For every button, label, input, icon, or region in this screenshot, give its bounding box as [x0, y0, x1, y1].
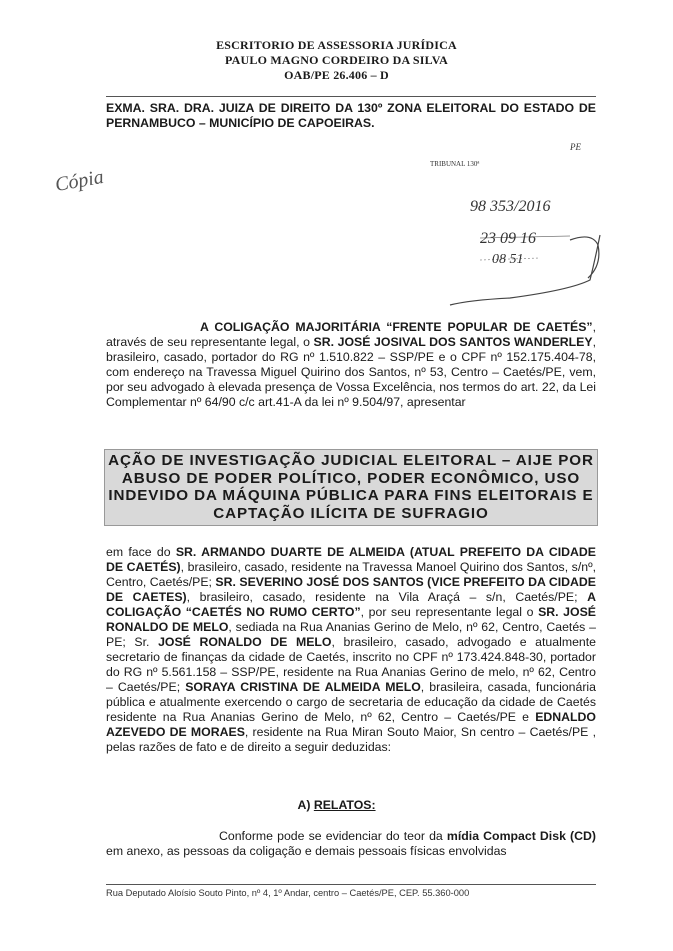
text: , brasileiro, casado, residente na Vila Araçá – s/n, Caetés/PE;: [186, 590, 588, 604]
reports-paragraph: [106, 829, 596, 859]
text: , brasileiro, casado, advogado e atualmente secretario de finanças da cidade de Caetés, inscrito no CPF nº 173.424.848-30, portador do RG nº 5.561.158 – SSP/PE, residente na Rua Ananias Gerino de melo, nº 62, Centro – Caetés/PE;: [106, 635, 597, 694]
footer-divider: [106, 884, 596, 885]
coalition-representative: SR. JOSÉ RONALDO DE MELO: [106, 605, 596, 634]
letterhead-oab: OAB/PE 26.406 – D: [284, 68, 389, 82]
defendant-soraya: SORAYA CRISTINA DE ALMEIDA MELO: [185, 680, 421, 694]
text: , brasileiro, casado, residente na Travessa Manoel Quirino dos Santos, s/nº, Centro, Caetés/PE;: [106, 560, 596, 589]
handwritten-copia: Cópia: [53, 165, 106, 197]
protocol-stamp: [420, 140, 620, 320]
section-title: RELATOS:: [313, 798, 376, 812]
protocol-time: 08 51: [492, 252, 524, 267]
representative-name: SR. JOSÉ JOSIVAL DOS SANTOS WANDERLEY: [313, 335, 593, 349]
text: , por seu representante legal o: [360, 605, 539, 619]
stamp-tribunal: TRIBUNAL 130ª: [430, 160, 480, 168]
defendant-mayor: SR. ARMANDO DUARTE DE ALMEIDA (ATUAL PREFEITO DA CIDADE DE CAETÉS): [106, 545, 596, 574]
defendant-ednaldo: EDNALDO AZEVEDO DE MORAES: [106, 710, 596, 739]
protocol-date: 23 09 16: [480, 230, 536, 247]
petitioner-name: A COLIGAÇÃO MAJORITÁRIA “FRENTE POPULAR DE CAETÉS”: [200, 320, 593, 334]
text: , residente na Rua Miran Souto Maior, Sn centro – Caetés/PE , pelas razões de fato e de direito a seguir deduzidas:: [106, 725, 596, 754]
text: , brasileira, casada, funcionária pública e atualmente exercendo o cargo de secretaria de educação da cidade de Caetés residente na Rua Ananias Gerino de Melo, nº 62, Centro – Caetés/PE e: [106, 680, 596, 724]
defendant-ronaldo: JOSÉ RONALDO DE MELO: [158, 635, 332, 649]
defendant-vice-mayor: SR. SEVERINO JOSÉ DOS SANTOS (VICE PREFEITO DA CIDADE DE CAETES): [106, 575, 596, 604]
para1-text-cont: , brasileiro, casado, portador do RG nº 1.510.822 – SSP/PE e o CPF nº 152.175.404-78, com endereço na Travessa Miguel Quirino dos Santos, nº 53, Centro – Caetés/PE, vem, por seu advogado à elevada presença de Vossa Excelência, nos termos do art. 22, da Lei Complementar nº 64/90 c/c art.41-A da lei nº 9.504/97, apresentar: [106, 335, 596, 409]
letterhead: [0, 38, 673, 83]
header-divider: [106, 96, 596, 97]
text: Conforme pode se evidenciar do teor da: [219, 829, 447, 843]
section-prefix: A): [297, 798, 314, 812]
letterhead-lawyer: PAULO MAGNO CORDEIRO DA SILVA: [225, 53, 448, 67]
letterhead-office: ESCRITORIO DE ASSESSORIA JURÍDICA: [216, 38, 457, 52]
petitioner-paragraph: [106, 320, 596, 410]
action-title-box: AÇÃO DE INVESTIGAÇÃO JUDICIAL ELEITORAL – AIJE POR ABUSO DE PODER POLÍTICO, PODER ECONÔMICO, USO INDEVIDO DA MÁQUINA PÚBLICA PARA FINS ELEITORAIS E CAPTAÇÃO ILÍCITA DE SUFRAGIO: [104, 449, 598, 526]
text: em face do: [106, 545, 176, 559]
text: em anexo, as pessoas da coligação e demais pessoais físicas envolvidas: [106, 844, 507, 858]
text: , sediada na Rua Ananias Gerino de Melo, nº 62, Centro, Caetés – PE; Sr.: [106, 620, 596, 649]
addressee: EXMA. SRA. DRA. JUIZA DE DIREITO DA 130º ZONA ELEITORAL DO ESTADO DE PERNAMBUCO – MUNICÍPIO DE CAPOEIRAS.: [106, 101, 596, 130]
protocol-number: 98 353/2016: [470, 198, 551, 215]
footer-address: Rua Deputado Aloísio Souto Pinto, nº 4, 1º Andar, centro – Caetés/PE, CEP. 55.360-000: [106, 888, 470, 898]
defendant-coalition: A COLIGAÇÃO “CAETÉS NO RUMO CERTO”: [106, 590, 596, 619]
para1-text: , através de seu representante legal, o: [106, 320, 596, 349]
defendants-paragraph: [106, 545, 596, 755]
media-reference: mídia Compact Disk (CD): [446, 829, 596, 843]
stamp-state: PE: [570, 142, 581, 152]
section-heading: [0, 798, 673, 812]
